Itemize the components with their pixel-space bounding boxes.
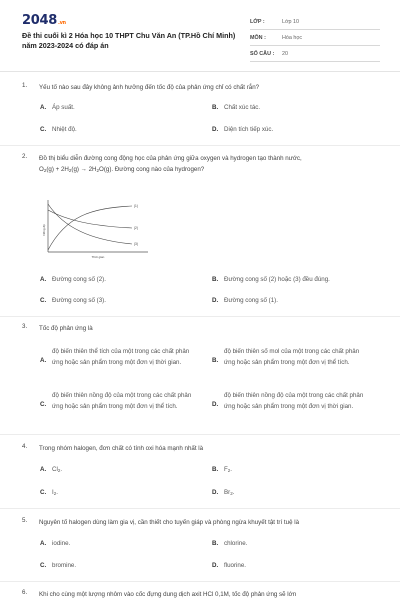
- option-text: độ biến thiên số mol của một trong các chất phản ứng hoặc sản phẩm trong một đơn vị thể tích.: [224, 348, 360, 366]
- question-number: 2.: [22, 153, 28, 160]
- option-letter: B.: [212, 466, 219, 473]
- question-text: Tốc độ phản ứng là: [39, 325, 93, 332]
- question-text: Yếu tố nào sau đây không ảnh hưởng đến tốc độ của phản ứng chỉ có chất rắn?: [39, 84, 260, 91]
- question-divider: [0, 434, 400, 435]
- formula-sub: 2: [227, 468, 231, 473]
- option-text: [224, 489, 234, 496]
- question-text: Khi cho cùng một lượng nhôm vào cốc đựng dung dịch axit HCl 0,1M, tốc độ phản ứng sẽ lớn: [39, 591, 297, 598]
- question-number: 3.: [22, 323, 28, 330]
- formula-tail: .: [230, 466, 233, 473]
- option-letter: B.: [212, 540, 219, 547]
- option-letter: A.: [40, 540, 47, 547]
- eq-part: O(g). Đường cong nào của hydrogen?: [99, 166, 205, 173]
- logo-text: 2048: [22, 13, 57, 28]
- option-letter: C.: [40, 401, 47, 408]
- eq-part: (g) + 2H: [46, 166, 69, 173]
- option-text: Diện tích tiếp xúc.: [224, 126, 274, 133]
- meta-label: MÔN :: [250, 34, 266, 41]
- formula-tail: .: [60, 466, 63, 473]
- eq-sub: 2: [96, 168, 100, 173]
- question-number: 1.: [22, 82, 28, 89]
- meta-value: 20: [282, 50, 288, 57]
- option-letter: A.: [40, 357, 47, 364]
- option-letter: D.: [212, 562, 219, 569]
- option-letter: D.: [212, 489, 219, 496]
- question-divider: [0, 581, 400, 582]
- option-letter: B.: [212, 104, 219, 111]
- meta-row-subject: [250, 30, 380, 46]
- option-text: độ biến thiên thể tích của một trong các chất phản ứng hoặc sản phẩm trong một đơn vị thời gian.: [52, 348, 190, 366]
- meta-value: Lớp 10: [282, 18, 300, 25]
- curve-label-3: (3): [134, 242, 138, 246]
- option-letter: C.: [40, 562, 47, 569]
- option-text: chlorine.: [224, 540, 248, 547]
- option-text: Đường cong số (1).: [224, 297, 278, 304]
- document-title: Đề thi cuối kì 2 Hóa học 10 THPT Chu Văn An (TP.Hồ Chí Minh) năm 2023-2024 có đáp án: [22, 31, 236, 50]
- meta-table: [250, 14, 380, 62]
- option-letter: A.: [40, 276, 47, 283]
- option-text: fluorine.: [224, 562, 247, 569]
- reaction-equation: [39, 164, 379, 176]
- option-text: Nhiệt độ.: [52, 126, 77, 133]
- option-text: độ biến thiên nồng độ của một trong các chất phản ứng hoặc sản phẩm trong một đơn vị thời gian.: [224, 392, 364, 410]
- formula-base: F: [224, 466, 228, 473]
- question-divider: [0, 145, 400, 146]
- option-letter: D.: [212, 401, 219, 408]
- eq-sub: 2: [68, 168, 72, 173]
- document-header: [0, 0, 400, 68]
- question-text-line: Đồ thị biểu diễn đường cong động học của phản ứng giữa oxygen và hydrogen tạo thành nước,: [39, 155, 302, 162]
- curve-label-2: (2): [134, 226, 138, 230]
- question-divider: [0, 508, 400, 509]
- question-number: 4.: [22, 443, 28, 450]
- x-axis-label: Thời gian: [91, 255, 105, 259]
- formula-sub: 2: [57, 468, 61, 473]
- question-text: [39, 153, 379, 176]
- header-divider: [0, 71, 400, 72]
- option-text: Đường cong số (3).: [52, 297, 106, 304]
- question-divider: [0, 316, 400, 317]
- eq-sub: 2: [43, 168, 47, 173]
- site-logo[interactable]: [22, 13, 66, 28]
- question-text: Trong nhóm halogen, đơn chất có tính oxi hóa mạnh nhất là: [39, 445, 204, 452]
- curve-1: [48, 206, 132, 250]
- y-axis-label: Nồng độ: [42, 224, 46, 236]
- option-letter: C.: [40, 297, 47, 304]
- formula-base: I: [52, 489, 54, 496]
- meta-label: SỐ CÂU :: [250, 50, 275, 57]
- option-letter: B.: [212, 357, 219, 364]
- meta-value: Hóa học: [282, 34, 303, 41]
- formula-tail: .: [232, 489, 235, 496]
- question-number: 6.: [22, 589, 28, 596]
- eq-part: O: [39, 166, 44, 173]
- option-text: iodine.: [52, 540, 71, 547]
- question-number: 5.: [22, 517, 28, 524]
- option-text: [52, 489, 58, 496]
- option-text: Đường cong số (2) hoặc (3) đều đúng.: [224, 276, 330, 283]
- option-letter: C.: [40, 489, 47, 496]
- formula-tail: .: [56, 489, 58, 496]
- option-text: [52, 466, 62, 473]
- meta-label: LỚP :: [250, 18, 265, 25]
- meta-row-count: [250, 46, 380, 62]
- meta-row-class: [250, 14, 380, 30]
- kinetics-graph: [36, 198, 152, 260]
- logo-suffix: .vn: [57, 20, 66, 26]
- option-text: Áp suất.: [52, 104, 75, 111]
- option-letter: C.: [40, 126, 47, 133]
- formula-base: Br: [224, 489, 231, 496]
- eq-part: (g) → 2H: [71, 166, 97, 173]
- option-letter: D.: [212, 297, 219, 304]
- formula-base: Cl: [52, 466, 58, 473]
- option-text: [224, 466, 232, 473]
- formula-sub: 2: [53, 491, 57, 496]
- option-text: bromine.: [52, 562, 77, 569]
- curve-3: [48, 204, 132, 244]
- option-letter: B.: [212, 276, 219, 283]
- formula-sub: 2: [230, 491, 233, 496]
- option-letter: A.: [40, 466, 47, 473]
- option-text: độ biến thiên nồng độ của một trong các chất phản ứng hoặc sản phẩm trong một đơn vị thể tích.: [52, 392, 192, 410]
- option-letter: D.: [212, 126, 219, 133]
- question-text: Nguyên tố halogen dùng làm gia vị, cần thiết cho tuyến giáp và phòng ngừa khuyết tật trí tuệ là: [39, 519, 300, 526]
- option-letter: A.: [40, 104, 47, 111]
- option-text: Chất xúc tác.: [224, 104, 261, 111]
- option-text: Đường cong số (2).: [52, 276, 106, 283]
- curve-label-1: (1): [134, 204, 138, 208]
